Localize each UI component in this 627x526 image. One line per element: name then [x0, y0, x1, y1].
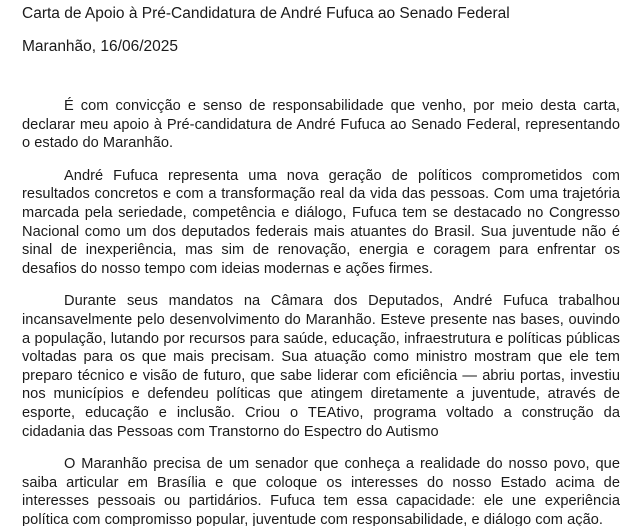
place-date: Maranhão, 16/06/2025	[22, 38, 178, 55]
paragraph-2: André Fufuca representa uma nova geração de políticos comprometidos com resultados concretos e com a transformação real da vida das pessoas. Com uma trajetória marcada pela seriedade, competência e diálogo, Fufuca tem se destacado no Congresso Nacional como um dos deputados federais mais atuantes do Brasil. Sua juventude não é sinal de inexperiência, mas sim de renovação, energia e coragem para enfrentar os desafios do nosso tempo com ideias modernas e ações firmes.	[22, 167, 620, 277]
paragraph-4: O Maranhão precisa de um senador que conheça a realidade do nosso povo, que saiba articular em Brasília e que coloque os interesses do nosso Estado acima de interesses pessoais ou partidários. Fufuca tem essa capacidade: ele une experiência política com compromisso popular, juventude com responsabilidade, e diálogo com ação.	[22, 456, 620, 526]
letter-title: Carta de Apoio à Pré-Candidatura de André Fufuca ao Senado Federal	[22, 5, 510, 22]
paragraph-3: Durante seus mandatos na Câmara dos Deputados, André Fufuca trabalhou incansavelmente pelo desenvolvimento do Maranhão. Esteve presente nas bases, ouvindo a população, lutando por recursos para saúde, educação, infraestrutura e políticas públicas voltadas para os que mais precisam. Sua atuação como ministro mostram que ele tem preparo técnico e visão de futuro, que sabe liderar com eficiência — abriu portas, investiu nos municípios e defendeu políticas que atingem diretamente a juventude, através de esporte, educação e inclusão. Criou o TEAtivo, programa voltado a construção da cidadania das Pessoas com Transtorno do Espectro do Autismo	[22, 293, 620, 440]
letter-body	[22, 97, 620, 526]
paragraph-1: É com convicção e senso de responsabilidade que venho, por meio desta carta, declarar meu apoio à Pré-candidatura de André Fufuca ao Senado Federal, representando o estado do Maranhão.	[22, 98, 620, 152]
